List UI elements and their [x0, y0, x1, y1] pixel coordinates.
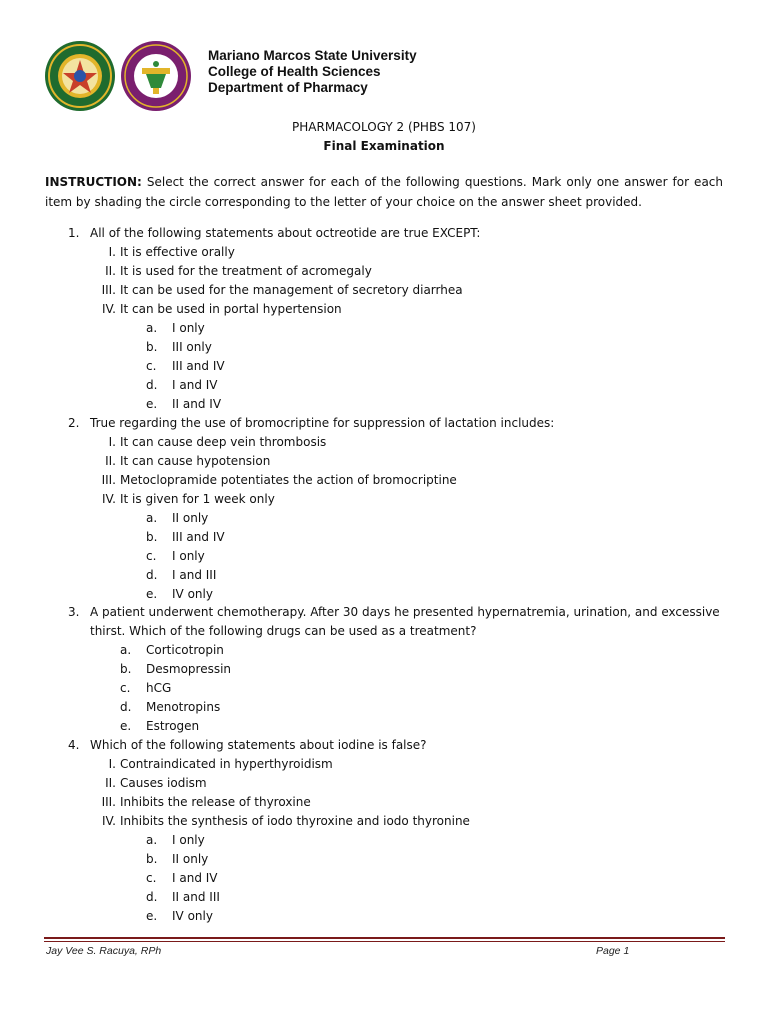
answer-option: d. I and III [146, 568, 217, 582]
footer-rule-thin [44, 941, 725, 942]
department-name: Department of Pharmacy [208, 80, 368, 95]
answer-option: c. I and IV [146, 871, 218, 885]
answer-option: d. I and IV [146, 378, 218, 392]
footer-rule [44, 937, 725, 939]
answer-option: b. III only [146, 340, 212, 354]
question-1 [68, 224, 728, 243]
footer-author: Jay Vee S. Racuya, RPh [46, 945, 162, 957]
instruction-paragraph [45, 172, 723, 212]
statement: III. Inhibits the release of thyroxine [101, 795, 311, 809]
question-4 [68, 736, 728, 755]
answer-option: c. III and IV [146, 359, 225, 373]
statement: I. It can cause deep vein thrombosis [108, 435, 327, 449]
answer-option: d. Menotropins [120, 700, 221, 714]
answer-option: d. II and III [146, 890, 220, 904]
exam-title-block [0, 118, 768, 156]
answer-option: e. IV only [146, 587, 213, 601]
question-number: 2. [68, 416, 80, 430]
question-2 [68, 414, 728, 433]
statement: IV. Inhibits the synthesis of iodo thyroxine and iodo thyronine [101, 814, 470, 828]
statement: IV. It is given for 1 week only [101, 492, 275, 506]
exam-type: Final Examination [323, 139, 445, 153]
instruction-label: INSTRUCTION: [45, 175, 142, 189]
statement: I. It is effective orally [108, 245, 235, 259]
answer-option: e. II and IV [146, 397, 222, 411]
answer-option: e. IV only [146, 909, 213, 923]
statement: II. It can cause hypotension [105, 454, 271, 468]
course-title: PHARMACOLOGY 2 (PHBS 107) [292, 120, 476, 134]
instruction-text: Select the correct answer for each of the following questions. Mark only one answer for each item by shading the circle corresponding to the letter of your choice on the answer sheet provided. [45, 175, 723, 209]
question-stem: True regarding the use of bromocriptine for suppression of lactation includes: [90, 416, 555, 430]
footer-page-number: Page 1 [596, 945, 630, 957]
question-3 [68, 603, 728, 641]
question-number: 3. [68, 605, 80, 619]
pharmacy-seal-icon [120, 40, 192, 112]
college-name: College of Health Sciences [208, 64, 381, 79]
answer-option: c. I only [146, 549, 205, 563]
question-stem-line-1: A patient underwent chemotherapy. After 30 days he presented hypernatremia, urination, and excessive [90, 605, 720, 619]
statement: I. Contraindicated in hyperthyroidism [108, 757, 333, 771]
answer-option: a. Corticotropin [120, 643, 224, 657]
institution-block [208, 48, 417, 96]
question-number: 1. [68, 226, 80, 240]
answer-option: c. hCG [120, 681, 172, 695]
question-number: 4. [68, 738, 80, 752]
statement: II. Causes iodism [105, 776, 207, 790]
question-stem: Which of the following statements about iodine is false? [90, 738, 427, 752]
answer-option: b. Desmopressin [120, 662, 232, 676]
university-name: Mariano Marcos State University [208, 48, 417, 63]
university-seal-icon [44, 40, 116, 112]
answer-option: b. III and IV [146, 530, 225, 544]
question-stem-line-2: thirst. Which of the following drugs can be used as a treatment? [90, 624, 477, 638]
answer-option: b. II only [146, 852, 209, 866]
answer-option: a. I only [146, 833, 205, 847]
answer-option: a. II only [146, 511, 209, 525]
statement: III. It can be used for the management of secretory diarrhea [101, 283, 463, 297]
answer-option: e. Estrogen [120, 719, 200, 733]
statement: III. Metoclopramide potentiates the action of bromocriptine [101, 473, 457, 487]
statement: IV. It can be used in portal hypertension [101, 302, 342, 316]
answer-option: a. I only [146, 321, 205, 335]
statement: II. It is used for the treatment of acromegaly [105, 264, 372, 278]
question-stem: All of the following statements about octreotide are true EXCEPT: [90, 226, 481, 240]
document-header [44, 40, 744, 110]
